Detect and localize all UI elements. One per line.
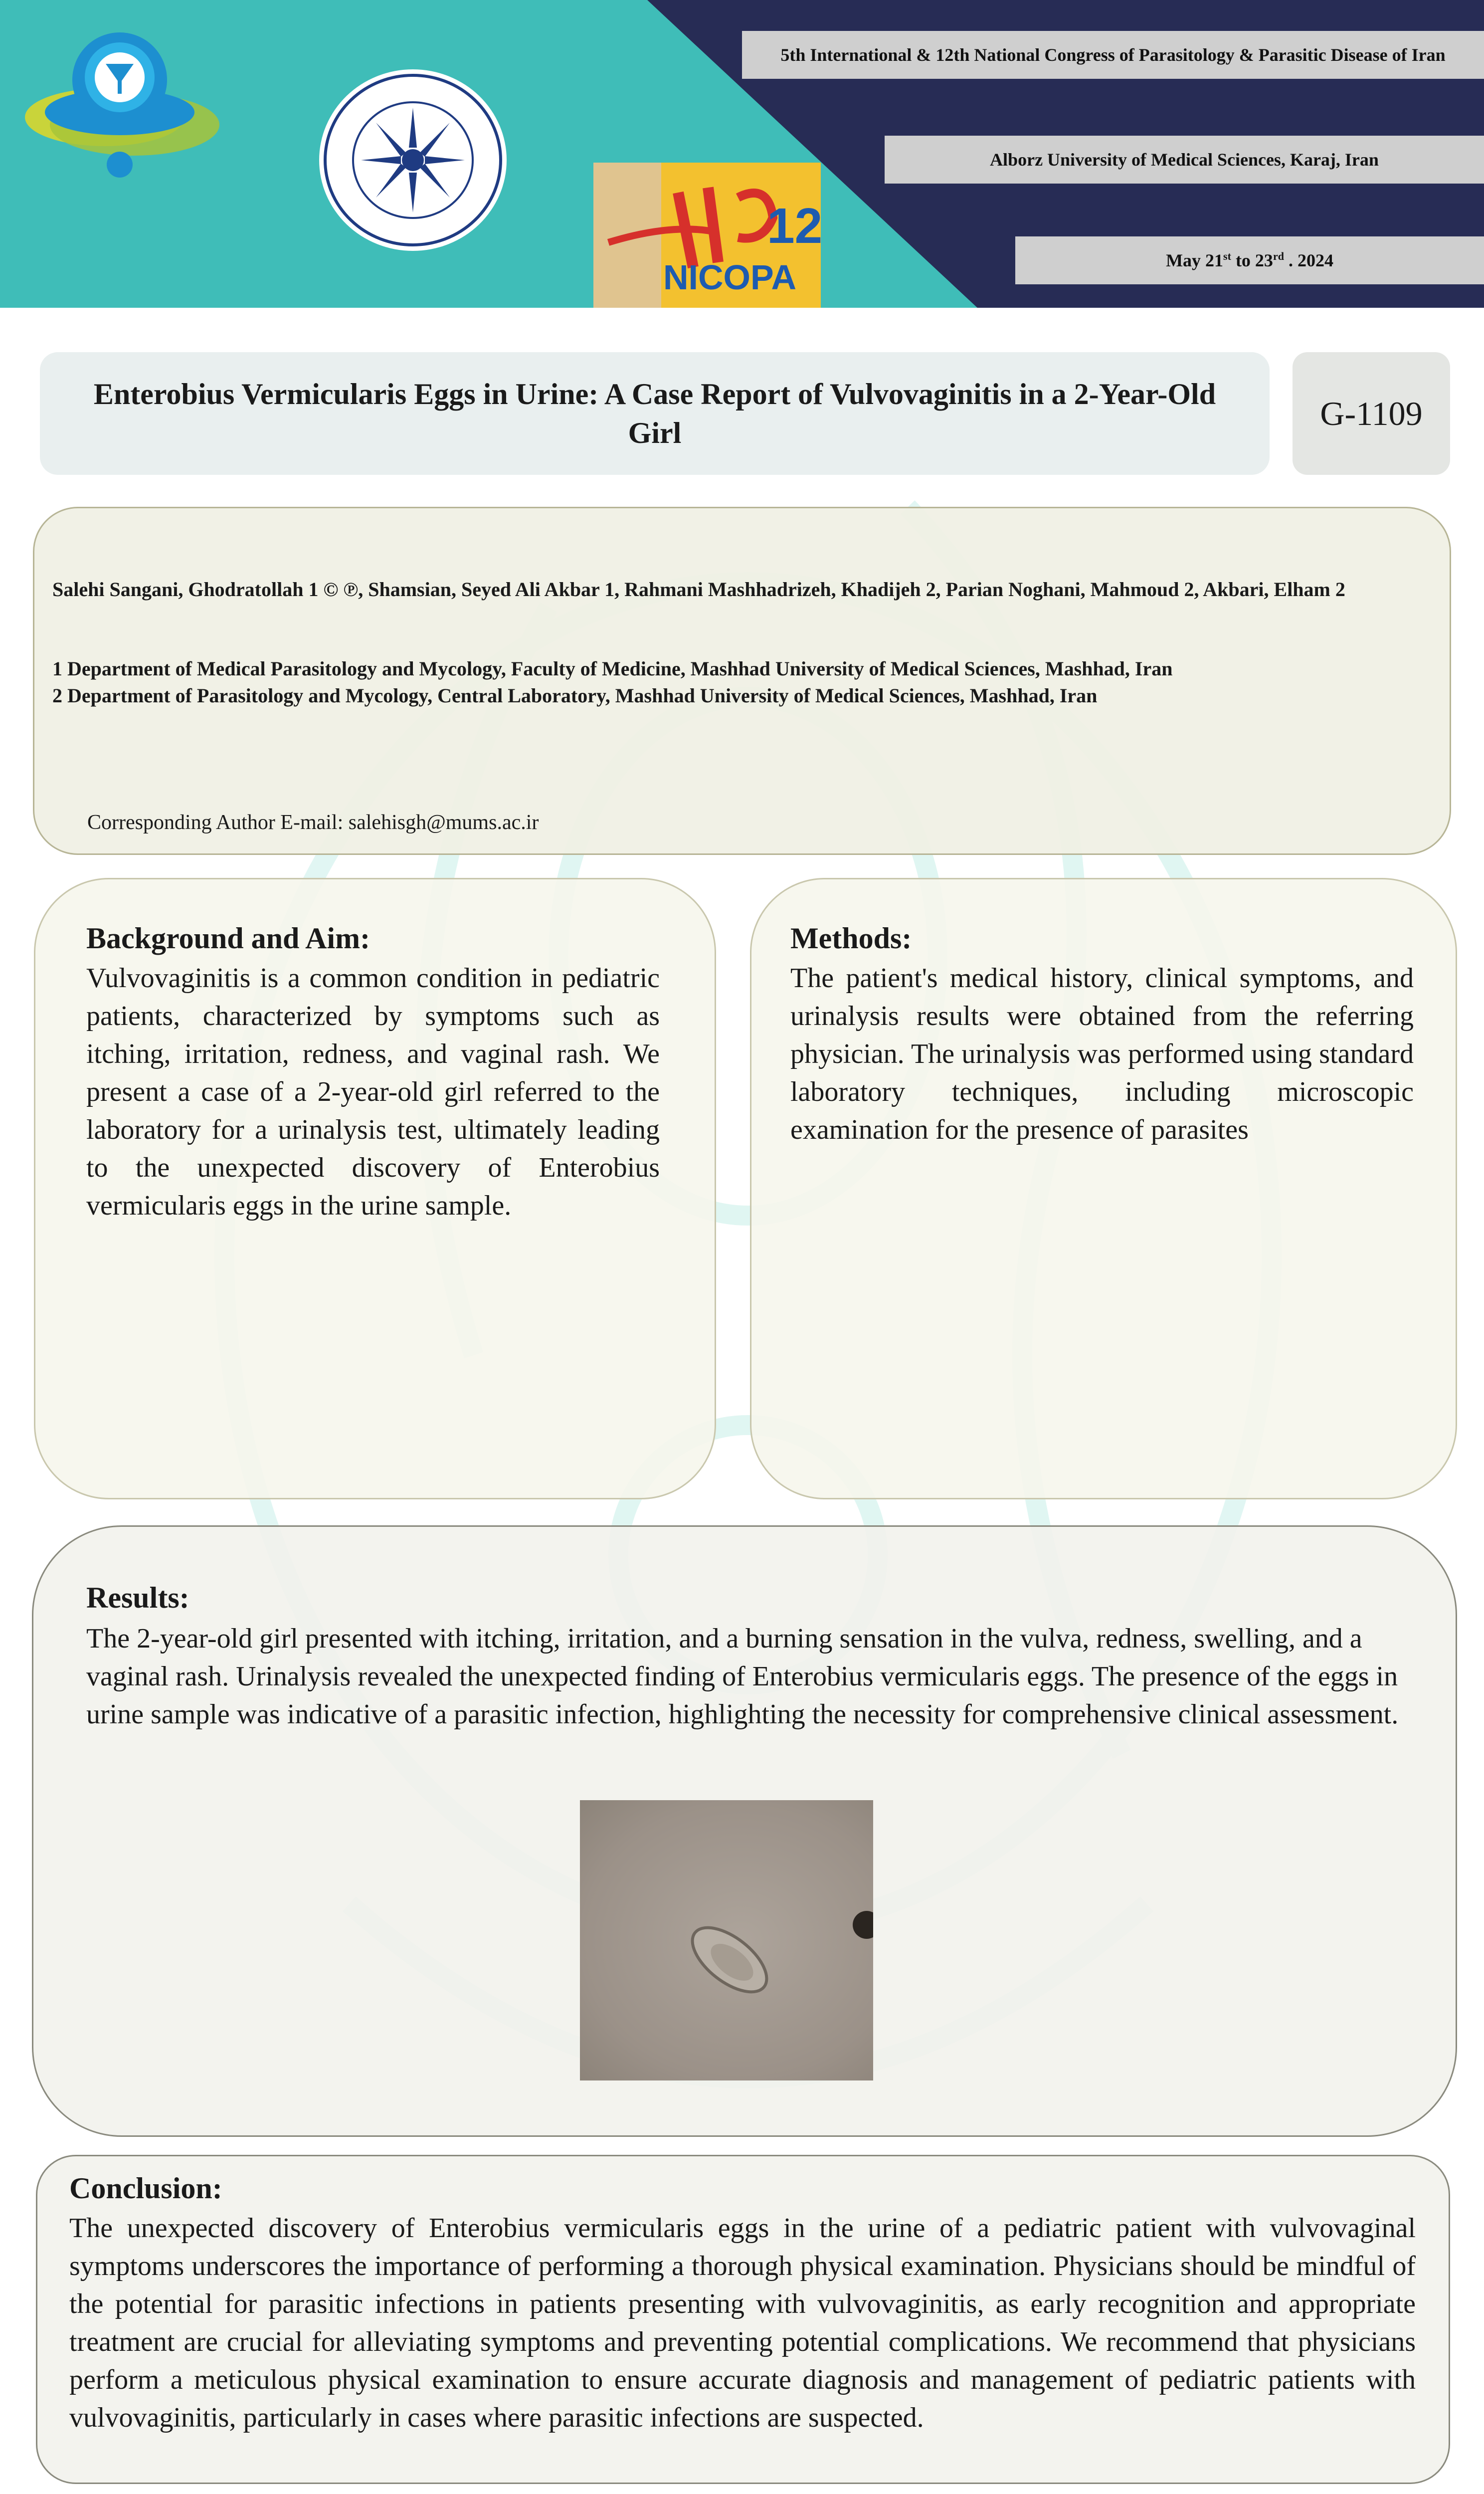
conclusion-text: The unexpected discovery of Enterobius vermicularis eggs in the urine of a pediatric patient with vulvovaginal symptoms underscores the importance of performing a thorough physical examination. Physicians should be mindful of the potential for parasitic infections in patients presenting with vulvovaginitis, as early recognition and appropriate treatment are crucial for alleviating symptoms and preventing potential complications. We recommend that physicians perform a meticulous physical examination to ensure accurate diagnosis and management of pediatric patients with vulvovaginitis, particularly in cases where parasitic infections are suspected. xyxy=(69,2213,1416,2433)
affiliation-1: 1 Department of Medical Parasitology and Mycology, Faculty of Medicine, Mashhad University of Medical Sciences, Mashhad, Iran xyxy=(52,657,1173,680)
affiliations xyxy=(52,655,1424,709)
header-banner xyxy=(0,0,1484,308)
nicopa-text: NICOPA xyxy=(663,258,797,297)
background-heading: Background and Aim: xyxy=(86,922,371,955)
conclusion-heading: Conclusion: xyxy=(69,2172,222,2205)
affiliation-2: 2 Department of Parasitology and Mycology, Central Laboratory, Mashhad University of Medical Sciences, Mashhad, Iran xyxy=(52,684,1098,707)
society-seal-icon xyxy=(317,68,509,252)
date-bar xyxy=(1015,236,1484,284)
poster-code: G-1109 xyxy=(1293,352,1450,475)
results-heading: Results: xyxy=(86,1581,189,1614)
nicopa-logo xyxy=(593,163,821,308)
enterobius-egg-icon xyxy=(580,1800,873,2080)
congress-date: May 21st to 23rd . 2024 xyxy=(1166,250,1333,270)
background-section xyxy=(34,878,716,1499)
microscopy-image xyxy=(580,1800,873,2080)
university-name: Alborz University of Medical Sciences, Karaj, Iran xyxy=(990,150,1379,170)
methods-section xyxy=(750,878,1457,1499)
results-section xyxy=(32,1525,1457,2137)
congress-logo-icon xyxy=(20,15,229,180)
authors-panel xyxy=(33,507,1451,855)
university-bar xyxy=(885,136,1484,184)
methods-heading: Methods: xyxy=(790,922,912,955)
nicopa-number: 12 xyxy=(767,198,823,254)
congress-name-bar xyxy=(742,31,1484,79)
author-list: Salehi Sangani, Ghodratollah 1 © ℗, Shamsian, Seyed Ali Akbar 1, Rahmani Mashhadrizeh, Khadijeh 2, Parian Noghani, Mahmoud 2, Akbari, Elham 2 xyxy=(52,578,1345,601)
congress-name: 5th International & 12th National Congress of Parasitology & Parasitic Disease of Iran xyxy=(780,45,1446,65)
conclusion-section xyxy=(36,2155,1450,2484)
title-panel xyxy=(40,352,1270,475)
results-text: The 2-year-old girl presented with itching, irritation, and a burning sensation in the vulva, redness, swelling, and a vaginal rash. Urinalysis revealed the unexpected finding of Enterobius vermicularis eggs. The presence of the eggs in urine sample was indicative of a parasitic infection, highlighting the necessity for comprehensive clinical assessment. xyxy=(86,1623,1399,1730)
corresponding-email: Corresponding Author E-mail: salehisgh@mums.ac.ir xyxy=(87,811,539,834)
poster-title: Enterobius Vermicularis Eggs in Urine: A Case Report of Vulvovaginitis in a 2-Year-Old Girl xyxy=(93,378,1216,449)
background-text: Vulvovaginitis is a common condition in pediatric patients, characterized by symptoms such as itching, irritation, redness, and vaginal rash. We present a case of a 2-year-old girl referred to the laboratory for a urinalysis test, ultimately leading to the unexpected discovery of Enterobius vermicularis eggs in the urine sample. xyxy=(86,963,660,1221)
methods-text: The patient's medical history, clinical symptoms, and urinalysis results were obtained from the referring physician. The urinalysis was performed using standard laboratory techniques, including microscopic examination for the presence of parasites xyxy=(790,963,1414,1145)
